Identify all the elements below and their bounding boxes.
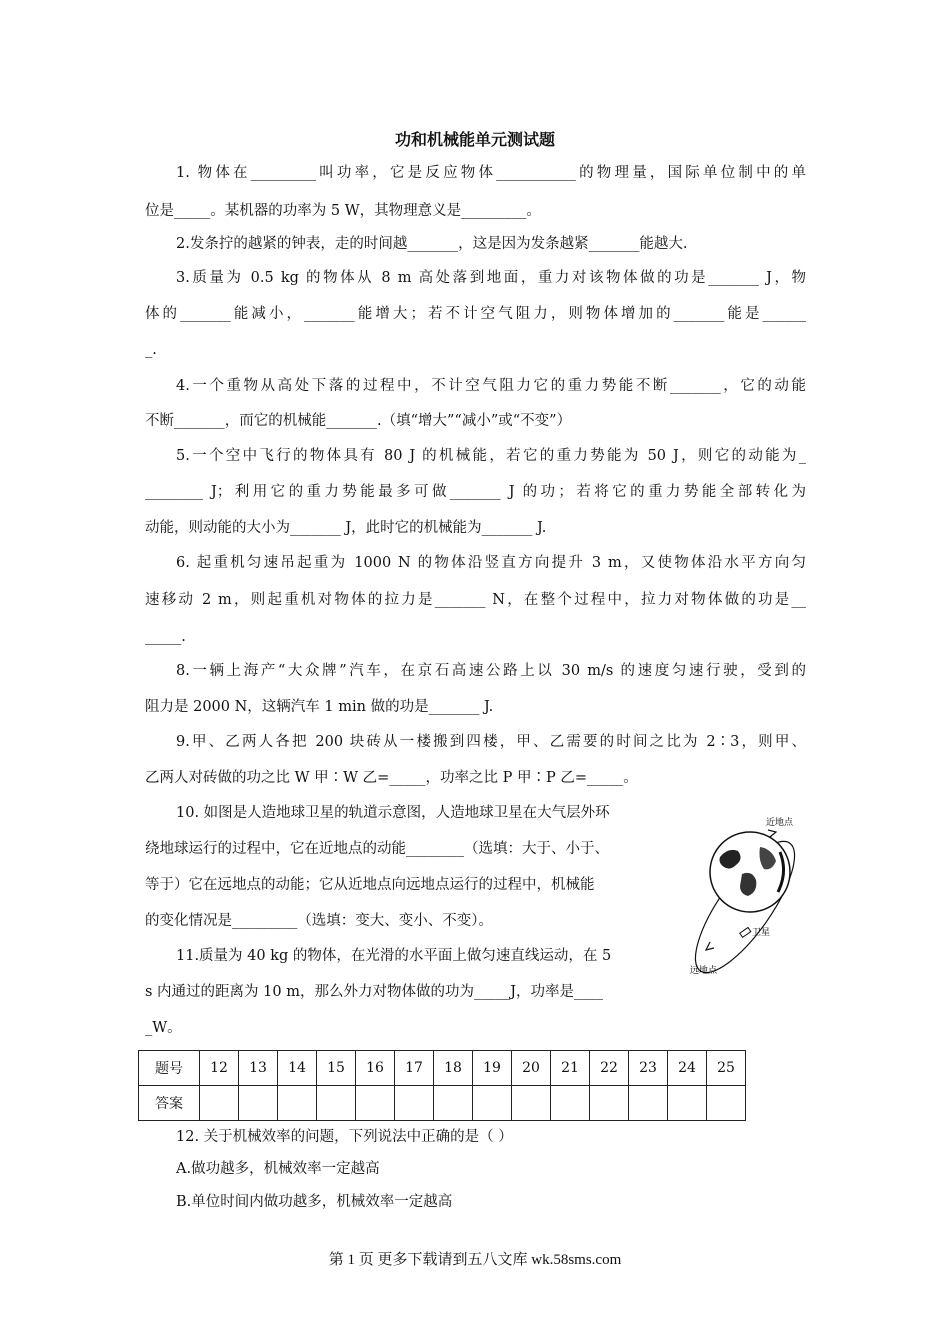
far-point-label: 远地点	[690, 966, 718, 976]
q10-line3: 等于）它在远地点的动能；它从近地点向远地点运行的过程中，机械能	[145, 877, 595, 893]
answer-cell[interactable]	[356, 1086, 395, 1121]
satellite-shape	[740, 927, 751, 937]
answer-cell[interactable]	[512, 1086, 551, 1121]
q6-line3: _____.	[145, 629, 186, 645]
q5-line1: 5.一个空中飞行的物体具有 80 J 的机械能，若它的重力势能为 50 J，则它的动能为_	[176, 448, 806, 464]
near-point-label: 近地点	[766, 818, 794, 828]
q12-option-a: A.做功越多，机械效率一定越高	[176, 1161, 380, 1177]
table-cell-number: 22	[590, 1051, 629, 1086]
answer-cell[interactable]	[629, 1086, 668, 1121]
orbit-arrow-bottom	[706, 942, 714, 950]
q10-line4: 的变化情况是_________（选填：变大、变小、不变）。	[145, 913, 493, 929]
q5-line2: ________ J；利用它的重力势能最多可做_______ J 的功；若将它的重力势能全部转化为	[145, 484, 806, 500]
answer-cell[interactable]	[707, 1086, 746, 1121]
answer-cell[interactable]	[668, 1086, 707, 1121]
table-cell-number: 25	[707, 1051, 746, 1086]
table-cell-number: 17	[395, 1051, 434, 1086]
q3-line3: _.	[145, 342, 157, 358]
table-header-answer: 答案	[139, 1086, 200, 1121]
earth-globe	[710, 832, 790, 912]
answer-cell[interactable]	[551, 1086, 590, 1121]
q3-line2: 体的_______能减小，_______能增大；若不计空气阻力，则物体增加的_______能是______	[145, 306, 806, 322]
satellite-label: 卫星	[752, 928, 771, 938]
page-title: 功和机械能单元测试题	[394, 130, 555, 149]
q6-line2: 速移动 2 m，则起重机对物体的拉力是_______ N，在整个过程中，拉力对物体做的功是__	[145, 592, 806, 608]
q12-option-b: B.单位时间内做功越多，机械效率一定越高	[176, 1194, 453, 1210]
table-cell-number: 23	[629, 1051, 668, 1086]
table-row-answers	[139, 1086, 746, 1121]
answer-cell[interactable]	[317, 1086, 356, 1121]
orbit-arrow-top	[768, 830, 776, 837]
q10-line1: 10. 如图是人造地球卫星的轨道示意图，人造地球卫星在大气层外环	[176, 805, 610, 821]
answer-cell[interactable]	[434, 1086, 473, 1121]
table-cell-number: 14	[278, 1051, 317, 1086]
answer-cell[interactable]	[239, 1086, 278, 1121]
orbit-diagram	[690, 812, 810, 987]
q5-line3: 动能，则动能的大小为_______ J，此时它的机械能为_______ J.	[145, 520, 547, 536]
q9-line2: 乙两人对砖做的功之比 W 甲∶W 乙=_____，功率之比 P 甲∶P 乙=_____。	[145, 770, 638, 786]
q8-line1: 8.一辆上海产“大众牌”汽车，在京石高速公路上以 30 m/s 的速度匀速行驶，受到的	[176, 663, 806, 679]
q10-line2: 绕地球运行的过程中，它在近地点的动能________（选填：大于、小于、	[145, 841, 609, 857]
q4-line1: 4.一个重物从高处下落的过程中，不计空气阻力它的重力势能不断_______，它的动能	[176, 378, 806, 394]
q4-line2: 不断_______，而它的机械能_______.（填“增大”“减小”或“不变”）	[145, 413, 572, 429]
table-cell-number: 19	[473, 1051, 512, 1086]
answer-cell[interactable]	[590, 1086, 629, 1121]
table-cell-number: 21	[551, 1051, 590, 1086]
table-cell-number: 15	[317, 1051, 356, 1086]
table-cell-number: 16	[356, 1051, 395, 1086]
q11-line2: s 内通过的距离为 10 m，那么外力对物体做的功为_____J，功率是____	[145, 984, 604, 1000]
answer-cell[interactable]	[473, 1086, 512, 1121]
q1-line2: 位是_____。某机器的功率为 5 W，其物理意义是_________。	[145, 203, 541, 219]
table-cell-number: 24	[668, 1051, 707, 1086]
q8-line2: 阻力是 2000 N，这辆汽车 1 min 做的功是_______ J.	[145, 699, 494, 715]
q11-line1: 11.质量为 40 kg 的物体，在光滑的水平面上做匀速直线运动，在 5	[176, 948, 612, 964]
page-footer: 第 1 页 更多下载请到五八文库 wk.58sms.com	[328, 1252, 622, 1268]
q12-line1: 12. 关于机械效率的问题，下列说法中正确的是（ ）	[176, 1129, 513, 1145]
table-cell-number: 12	[200, 1051, 239, 1086]
answer-cell[interactable]	[278, 1086, 317, 1121]
answer-cell[interactable]	[200, 1086, 239, 1121]
q11-line3: _W。	[145, 1020, 182, 1036]
q3-line1: 3.质量为 0.5 kg 的物体从 8 m 高处落到地面，重力对该物体做的功是_______ J，物	[176, 270, 806, 286]
table-row-numbers	[139, 1051, 746, 1086]
answer-table	[138, 1050, 746, 1121]
q9-line1: 9.甲、乙两人各把 200 块砖从一楼搬到四楼，甲、乙需要的时间之比为 2∶3，则甲、	[176, 734, 806, 750]
answer-cell[interactable]	[395, 1086, 434, 1121]
table-cell-number: 13	[239, 1051, 278, 1086]
table-cell-number: 18	[434, 1051, 473, 1086]
table-header-number: 题号	[139, 1051, 200, 1086]
table-cell-number: 20	[512, 1051, 551, 1086]
q2-line1: 2.发条拧的越紧的钟表，走的时间越_______，这是因为发条越紧_______能越大.	[176, 236, 688, 252]
satellite-orbit-figure	[690, 812, 810, 987]
q6-line1: 6. 起重机匀速吊起重为 1000 N 的物体沿竖直方向提升 3 m，又使物体沿水平方向匀	[176, 555, 806, 571]
q1-line1: 1. 物体在_________叫功率，它是反应物体___________的物理量，国际单位制中的单	[176, 165, 806, 181]
